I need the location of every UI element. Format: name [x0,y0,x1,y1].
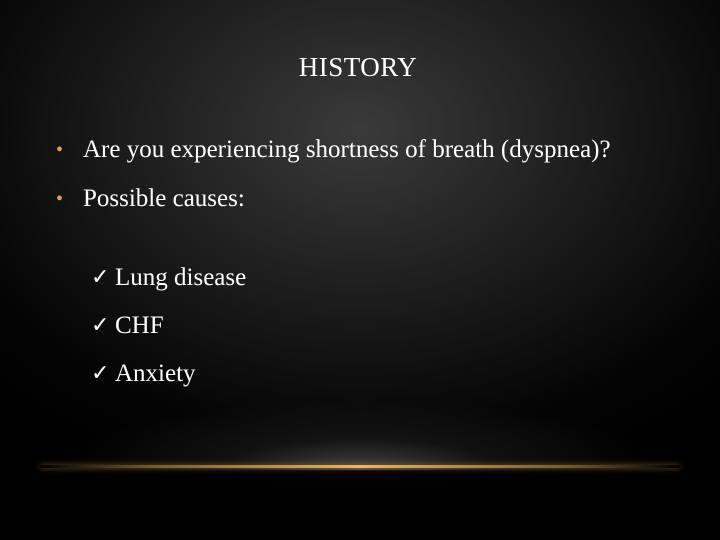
bullet-dot-icon: • [56,188,64,210]
checkmark-item [91,262,246,310]
bullet-dot-icon: • [56,139,64,161]
decorative-gold-line [40,465,680,468]
bullet-list [56,134,616,232]
bullet-item [56,134,616,165]
bullet-item [56,183,616,214]
bullet-text: Are you experiencing shortness of breath (dyspnea)? [83,136,611,163]
floor-glow [40,395,680,470]
bullet-text: Possible causes: [83,185,245,212]
checkmark-icon: ✓ [91,361,110,386]
checkmark-item-text: Anxiety [115,360,196,387]
slide-title-text: HISTORY [298,52,418,82]
checkmark-icon: ✓ [91,313,110,338]
checkmark-item [91,310,246,358]
checkmark-item-text: CHF [115,312,164,339]
slide-title [0,52,720,83]
checkmark-icon: ✓ [91,265,110,290]
checkmark-list [91,262,246,406]
checkmark-item-text: Lung disease [115,264,247,291]
